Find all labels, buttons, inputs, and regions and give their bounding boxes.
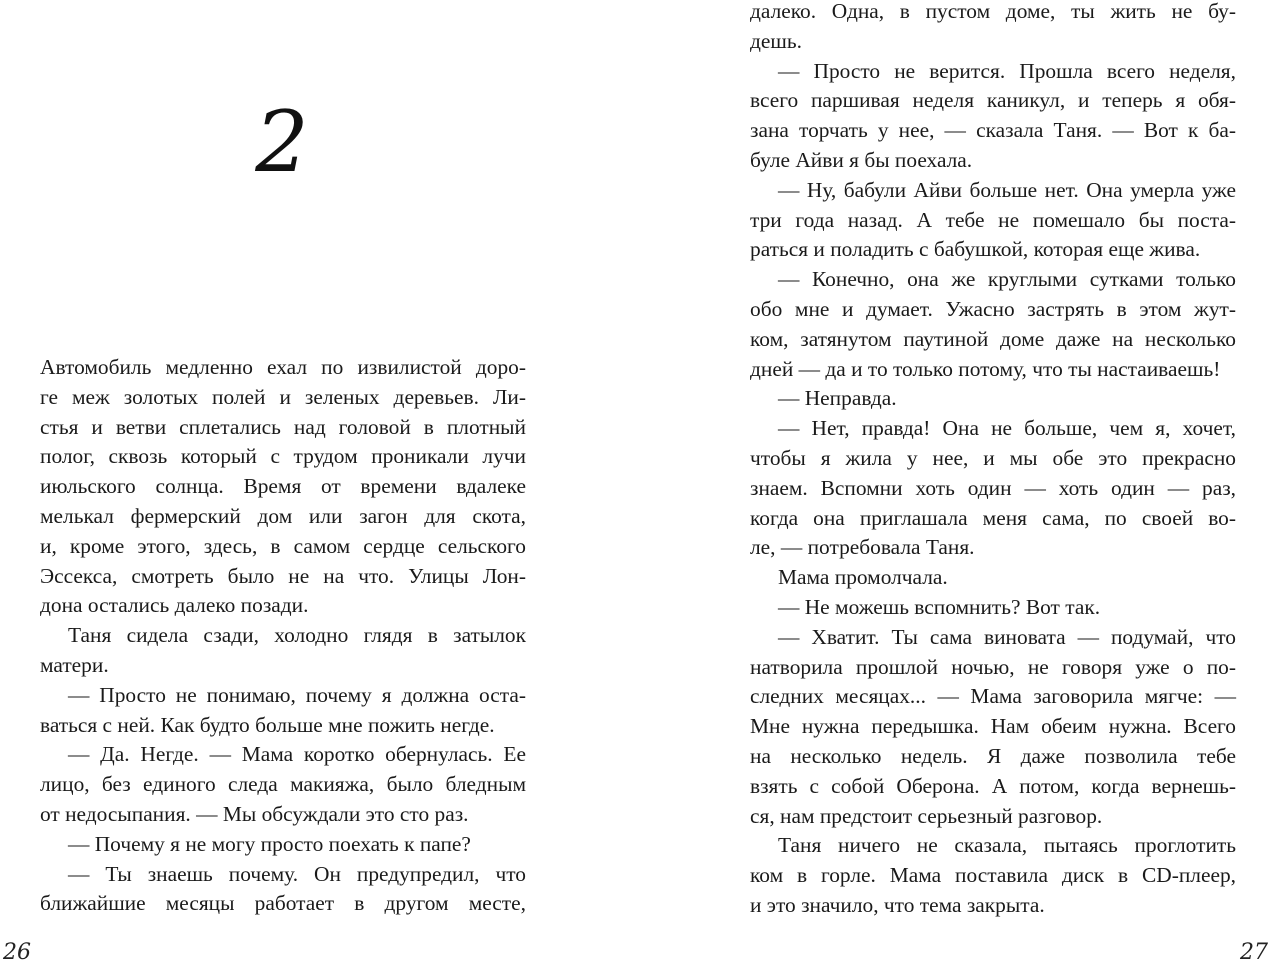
text-line: — Ну, бабули Айви больше нет. Она умерла уже — [778, 177, 1236, 202]
text-line: полог, сквозь который с трудом проникали лучи — [40, 444, 526, 469]
text-line: июльского солнца. Время от времени вдалеке — [40, 474, 526, 499]
text-line: взять с собой Оберона. А потом, когда вернешь- — [750, 773, 1236, 798]
text-line: обо мне и думает. Ужасно застрять в этом жут- — [750, 296, 1236, 321]
text-line: дней — да и то только потому, что ты настаиваешь! — [750, 356, 1221, 381]
text-line: натворила прошлой ночью, не говоря уже о по- — [750, 654, 1236, 679]
text-line: ся, нам предстоит серьезный разговор. — [750, 803, 1103, 828]
text-line: ле, — потребовала Таня. — [750, 535, 975, 560]
text-line: — Неправда. — [778, 386, 897, 411]
text-line: — Нет, правда! Она не больше, чем я, хочет, — [778, 416, 1236, 441]
text-line: когда она приглашала меня сама, по своей во- — [750, 505, 1236, 530]
text-line: мелькал фермерский дом или загон для скота, — [40, 503, 526, 528]
text-line: буле Айви я бы поехала. — [750, 147, 973, 172]
text-line: — Просто не понимаю, почему я должна оста- — [68, 682, 526, 707]
text-line: ге меж золотых полей и зеленых деревьев. Ли- — [40, 384, 526, 409]
text-line: Таня сидела сзади, холодно глядя в затылок — [68, 623, 526, 648]
page-number-right: 27 — [1240, 940, 1268, 965]
text-line: — Не можешь вспомнить? Вот так. — [778, 594, 1101, 619]
chapter-number: 2 — [255, 93, 309, 191]
text-line: — Да. Негде. — Мама коротко обернулась. Ее — [68, 742, 526, 767]
text-line: знаем. Вспомни хоть один — хоть один — раз, — [750, 475, 1236, 500]
text-line: далеко. Одна, в пустом доме, ты жить не бу- — [750, 0, 1236, 23]
text-line: ком, затянутом паутиной доме даже на несколько — [750, 326, 1236, 351]
text-line: ближайшие месяцы работает в другом месте, — [40, 891, 526, 916]
text-line: ваться с ней. Как будто больше мне пожить негде. — [40, 712, 495, 737]
text-line: дона остались далеко позади. — [40, 593, 309, 618]
text-line: — Хватит. Ты сама виновата — подумай, что — [778, 624, 1236, 649]
text-line: на несколько недель. Я даже позволила тебе — [750, 743, 1236, 768]
text-line: Эссекса, смотреть было не на что. Улицы Лон- — [40, 563, 526, 588]
text-line: всего паршивая неделя каникул, и теперь я обя- — [750, 88, 1236, 113]
text-line: ком в горле. Мама поставила диск в CD-плеер, — [750, 863, 1236, 888]
text-line: и это значило, что тема закрыта. — [750, 892, 1045, 917]
text-line: раться и поладить с бабушкой, которая еще жива. — [750, 237, 1201, 262]
text-line: Автомобиль медленно ехал по извилистой доро- — [40, 355, 526, 379]
text-line: — Ты знаешь почему. Он предупредил, что — [68, 861, 526, 886]
text-line: — Почему я не могу просто поехать к папе? — [68, 831, 471, 856]
text-line: следних месяцах... — Мама заговорила мягче: — — [750, 684, 1236, 709]
text-line: от недосыпания. — Мы обсуждали это сто раз. — [40, 801, 469, 826]
text-line: и, кроме этого, здесь, в самом сердце сельского — [40, 533, 526, 558]
text-line: стья и ветви сплетались над головой в плотный — [40, 414, 526, 439]
text-line: Таня ничего не сказала, пытаясь проглотить — [778, 833, 1236, 858]
page-number-left: 26 — [3, 940, 31, 965]
text-line: дешь. — [750, 28, 802, 53]
text-line: — Конечно, она же круглыми сутками только — [778, 267, 1236, 292]
right-page-text — [750, 0, 1236, 921]
text-line: Мне нужна передышка. Нам обеим нужна. Всего — [750, 714, 1236, 739]
text-line: три года назад. А тебе не помешало бы поста- — [750, 207, 1236, 232]
text-line: зана торчать у нее, — сказала Таня. — Вот к ба- — [750, 118, 1236, 143]
text-line: Мама промолчала. — [778, 565, 948, 590]
text-line: — Просто не верится. Прошла всего неделя, — [778, 58, 1236, 83]
text-line: матери. — [40, 652, 109, 677]
text-line: лицо, без единого следа макияжа, было бледным — [40, 772, 526, 797]
left-page-text — [40, 353, 526, 919]
text-line: чтобы я жила у нее, и мы обе это прекрасно — [750, 445, 1236, 470]
right-page — [634, 0, 1268, 973]
